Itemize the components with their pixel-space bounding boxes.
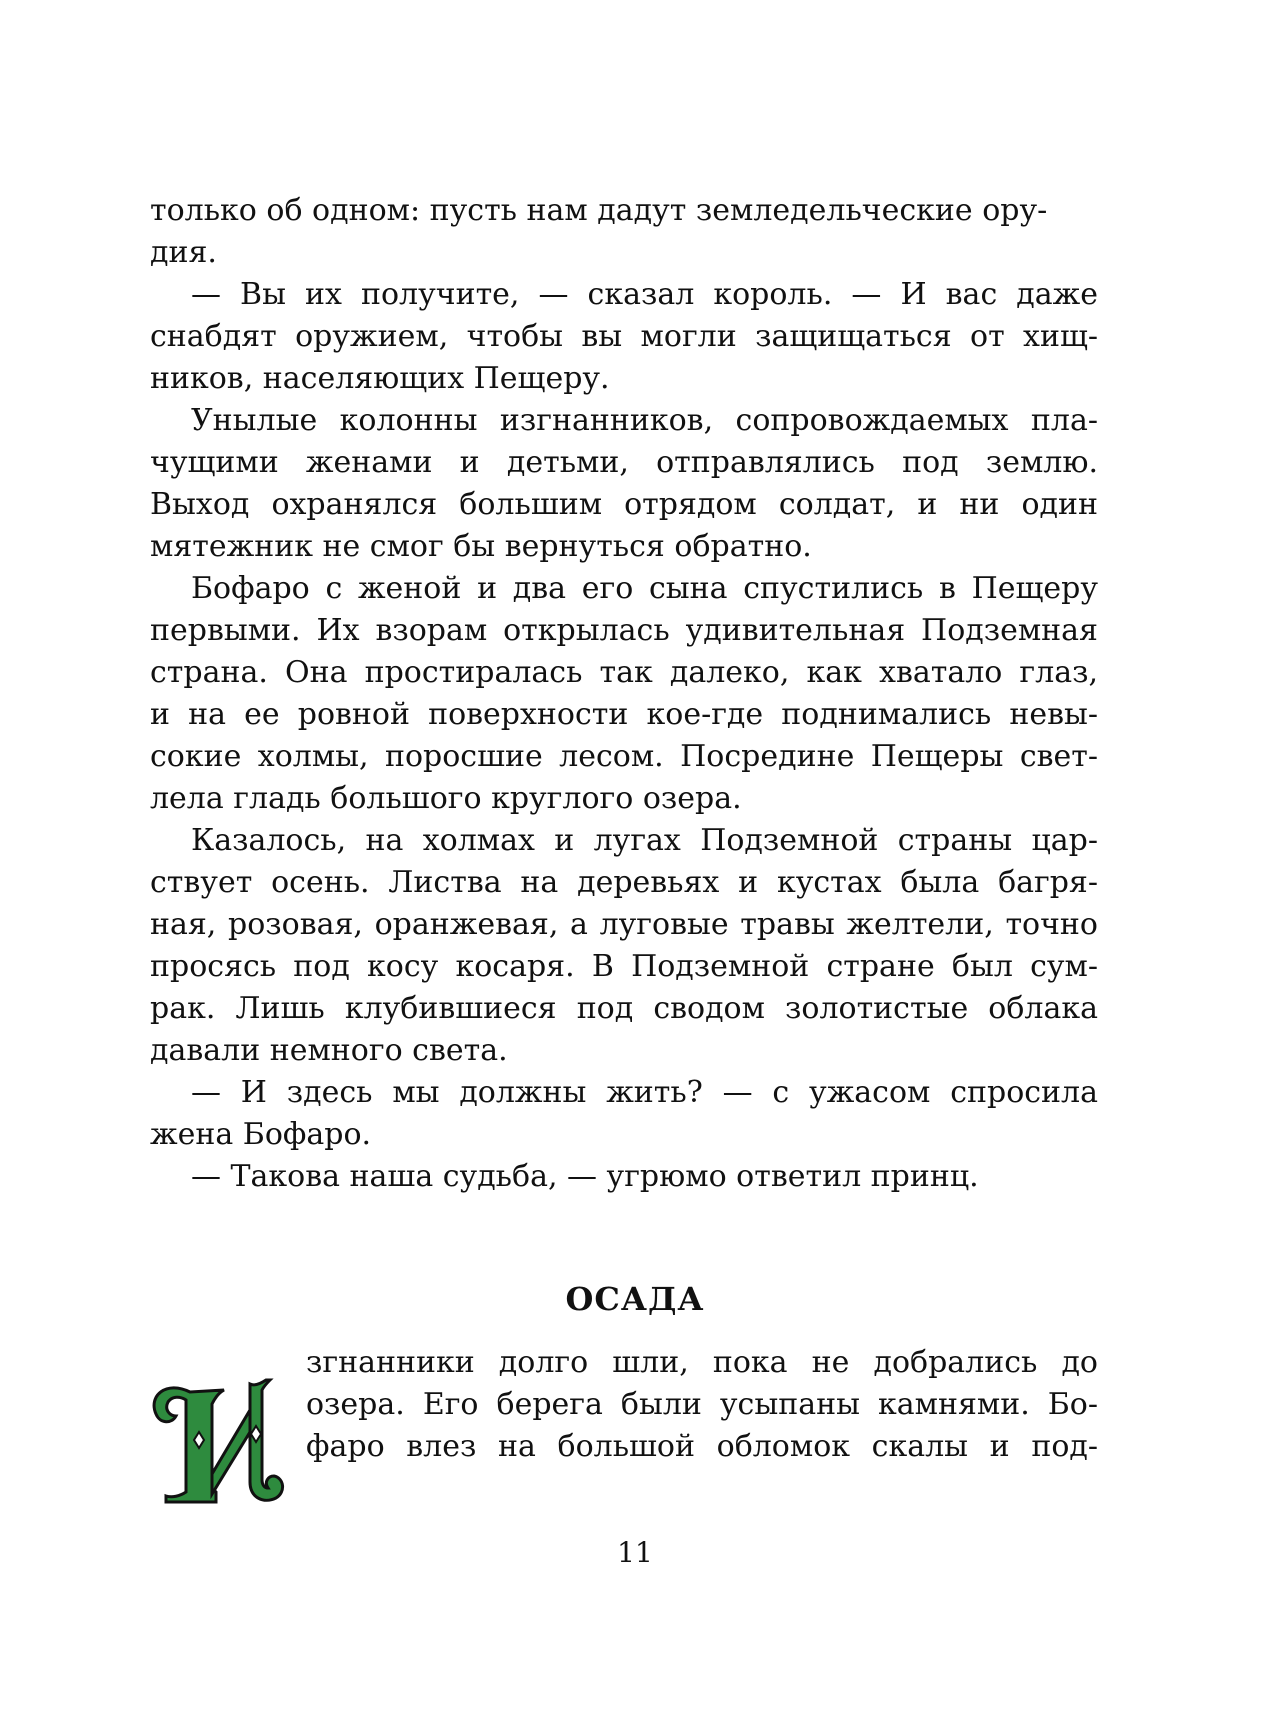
text-line: первыми. Их взорам открылась удивительная Подземная: [150, 613, 1098, 648]
page-number: 11: [617, 1536, 653, 1569]
drop-cap-letter: [146, 1370, 288, 1508]
text-line: дия.: [150, 235, 217, 270]
text-line: — Такова наша судьба, — угрюмо ответил принц.: [191, 1159, 979, 1194]
text-line: Выход охранялся большим отрядом солдат, и ни один: [150, 487, 1098, 522]
text-line: рак. Лишь клубившиеся под сводом золотистые облака: [150, 991, 1098, 1026]
text-line: снабдят оружием, чтобы вы могли защищаться от хищ-: [150, 319, 1098, 354]
text-line: лела гладь большого круглого озера.: [150, 781, 742, 816]
text-line: просясь под косу косаря. В Подземной стране был сум-: [150, 949, 1098, 984]
text-line: ников, населяющих Пещеру.: [150, 361, 610, 396]
text-line: — Вы их получите, — сказал король. — И вас даже: [191, 277, 1098, 312]
text-line: ная, розовая, оранжевая, а луговые травы желтели, точно: [150, 907, 1098, 942]
chapter-heading: ОСАДА: [565, 1280, 705, 1318]
text-line: Казалось, на холмах и лугах Подземной страны цар-: [191, 823, 1098, 858]
text-line: згнанники долго шли, пока не добрались до: [306, 1345, 1098, 1380]
text-line: мятежник не смог бы вернуться обратно.: [150, 529, 812, 564]
text-line: фаро влез на большой обломок скалы и под-: [306, 1429, 1098, 1464]
text-line: жена Бофаро.: [150, 1117, 372, 1152]
text-line: Унылые колонны изгнанников, сопровождаемых пла-: [191, 403, 1098, 438]
drop-cap-glyph-icon: [154, 1380, 283, 1502]
text-line: ствует осень. Листва на деревьях и кустах была багря-: [150, 865, 1098, 900]
text-line: только об одном: пусть нам дадут земледельческие ору-: [150, 193, 1048, 228]
text-line: страна. Она простиралась так далеко, как хватало глаз,: [150, 655, 1098, 690]
text-line: давали немного света.: [150, 1033, 508, 1068]
text-line: сокие холмы, поросшие лесом. Посредине Пещеры свет-: [150, 739, 1098, 774]
text-line: чущими женами и детьми, отправлялись под землю.: [150, 445, 1098, 480]
text-line: озера. Его берега были усыпаны камнями. Бо-: [306, 1387, 1098, 1422]
text-line: и на ее ровной поверхности кое-где поднимались невы-: [150, 697, 1098, 732]
text-line: Бофаро с женой и два его сына спустились в Пещеру: [191, 571, 1098, 606]
text-line: — И здесь мы должны жить? — с ужасом спросила: [191, 1075, 1098, 1110]
